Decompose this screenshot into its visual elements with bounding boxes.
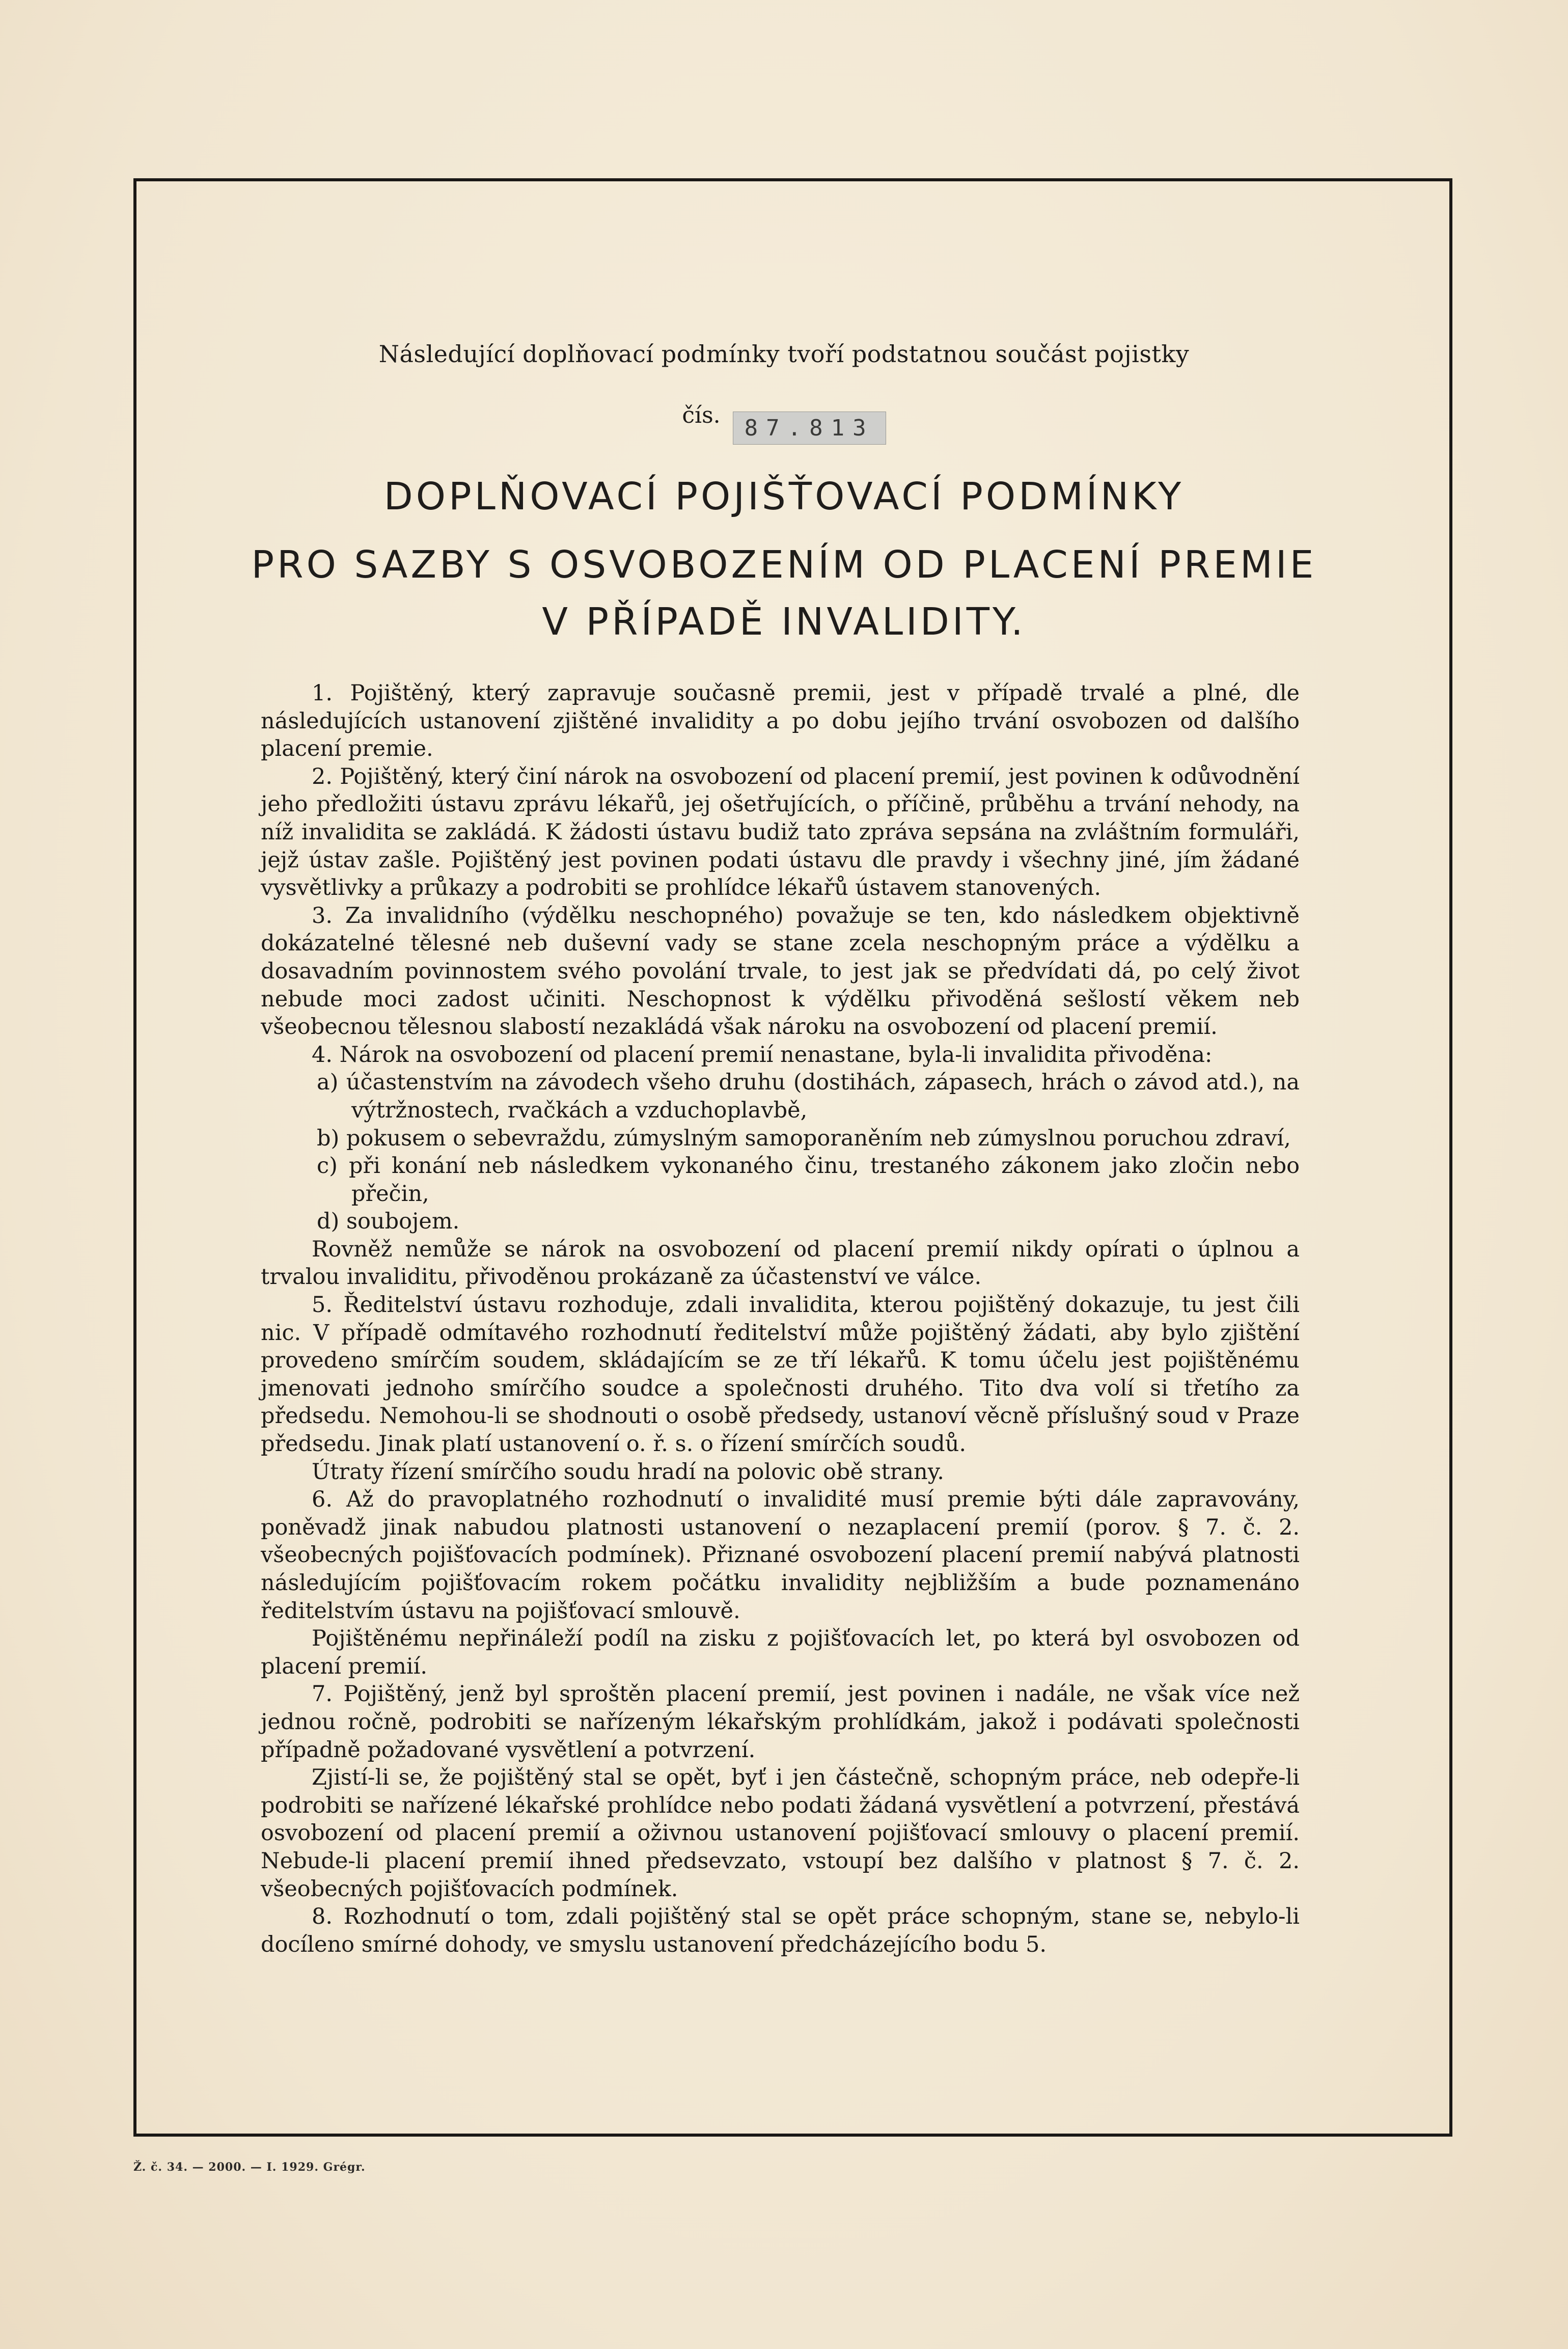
list-item-c-text: c) při konání neb následkem vykonaného činu, trestaného zákonem jako zločin nebo přečin, [317,1153,1300,1207]
paragraph-8: 8. Rozhodnutí o tom, zdali pojištěný stal se opět práce schopným, stane se, nebylo-li docíleno smírné dohody, ve smyslu ustanovení předcházejícího bodu 5. [261,1904,1300,1957]
list-item-b-text: b) pokusem o sebevraždu, zúmyslným samoporaněním neb zúmyslnou poruchou zdraví, [317,1125,1291,1151]
print-footer: Ž. č. 34. — 2000. — I. 1929. Grégr. [133,2161,366,2174]
paragraph-4: 4. Nárok na osvobození od placení premií nenastane, byla-li invalidita přivoděna: [312,1042,1213,1068]
paragraph-2: 2. Pojištěný, který činí nárok na osvobození od placení premií, jest povinen k odůvodnění jeho předložiti ústavu zprávu lékařů, jej ošetřujících, o příčině, průběhu a trvání nehody, na níž invalidita se zakládá. K žádosti ústavu budiž tato zpráva sepsána na zvláštním formuláři, jejž ústav zašle. Pojištěný jest povinen podati ústavu dle pravdy i všechny jiné, jím žádané vysvětlivky a průkazy a podrobiti se prohlídce lékařů ústavem stanovených. [261,763,1300,901]
paragraph-5: 5. Ředitelství ústavu rozhoduje, zdali invalidita, kterou pojištěný dokazuje, tu jest čili nic. V případě odmítavého rozhodnutí ředitelství může pojištěný žádati, aby bylo zjištění provedeno smírčím soudem, skládajícím se ze tří lékařů. K tomu účelu jest pojištěnému jmenovati jednoho smírčího soudce a společnosti druhého. Tito dva volí si třetího za předsedu. Nemohou-li se shodnouti o osobě předsedy, ustanoví věcně příslušný soud v Praze předsedu. Jinak platí ustanovení o. ř. s. o řízení smírčích soudů. [261,1292,1300,1457]
list-item-d [261,1208,1300,1236]
title-line-2: PRO SAZBY S OSVOBOZENÍM OD PLACENÍ PREMIE [251,543,1317,587]
paragraph-7-recovery: Zjistí-li se, že pojištěný stal se opět, byť i jen částečně, schopným práce, neb odepře-li podrobiti se nařízené lékařské prohlídce nebo podati žádaná vysvětlení a potvrzení, přestává osvobození od placení premií a oživnou ustanovení pojišťovací smlouvy o placení premií. Nebude-li placení premií ihned předsevzato, vstoupí bez dalšího v platnost § 7. č. 2. všeobecných pojišťovacích podmínek. [261,1765,1300,1902]
list-item-a-text: a) účastenstvím na závodech všeho druhu (dostihách, zápasech, hrách o závod atd.), na výtržnostech, rvačkách a vzduchoplavbě, [317,1070,1300,1123]
paragraph-6: 6. Až do pravoplatného rozhodnutí o invalidité musí premie býti dále zapravovány, poněvadž jinak nabudou platnosti ustanovení o nezaplacení premií (porov. § 7. č. 2. všeobecných pojišťovacích podmínek). Přiznané osvobození placení premií nabývá platnosti následujícím pojišťovacím rokem počátku invalidity nejbližším a bude poznamenáno ředitelstvím ústavu na pojišťovací smlouvě. [261,1487,1300,1624]
intro-line: Následující doplňovací podmínky tvoří podstatnou součást pojistky [378,340,1190,368]
conditions-body [261,679,1300,1958]
list-item-b [261,1125,1300,1153]
paragraph-5-costs: Útraty řízení smírčího soudu hradí na polovic obě strany. [312,1459,944,1485]
paragraph-3: 3. Za invalidního (výdělku neschopného) považuje se ten, kdo následkem objektivně dokázatelné tělesné neb duševní vady se stane zcela neschopným práce a výdělku a dosavadním povinnostem svého povolání trvale, to jest jak se předvídati dá, po celý život nebude moci zadost učiniti. Neschopnost k výdělku přivoděná sešlostí věkem neb všeobecnou tělesnou slabostí nezakládá však nároku na osvobození od placení premií. [261,903,1300,1040]
list-item-c [261,1152,1300,1208]
list-item-a [261,1069,1300,1124]
policy-number-label: čís. [682,402,721,428]
title-line-1: DOPLŇOVACÍ POJIŠŤOVACÍ PODMÍNKY [383,475,1185,518]
title-line-3: V PŘÍPADĚ INVALIDITY. [542,600,1026,644]
policy-number-stamp: 87.813 [733,412,886,445]
paragraph-war-exclusion: Rovněž nemůže se nárok na osvobození od placení premií nikdy opírati o úplnou a trvalou invaliditu, přivoděnou prokázaně za účastenství ve válce. [261,1236,1300,1290]
paragraph-1: 1. Pojištěný, který zapravuje současně premii, jest v případě trvalé a plné, dle následujících ustanovení zjištěné invalidity a po dobu jejího trvání osvobozen od dalšího placení premie. [261,680,1300,762]
paragraph-7: 7. Pojištěný, jenž byl sproštěn placení premií, jest povinen i nadále, ne však více než jednou ročně, podrobiti se nařízeným lékařským prohlídkám, jakož i podávati společnosti případně požadované vysvětlení a potvrzení. [261,1681,1300,1763]
policy-number-line [0,402,1568,445]
list-item-d-text: d) soubojem. [317,1209,460,1235]
paragraph-6-profit: Pojištěnému nepřináleží podíl na zisku z pojišťovacích let, po která byl osvobozen od placení premií. [261,1626,1300,1679]
